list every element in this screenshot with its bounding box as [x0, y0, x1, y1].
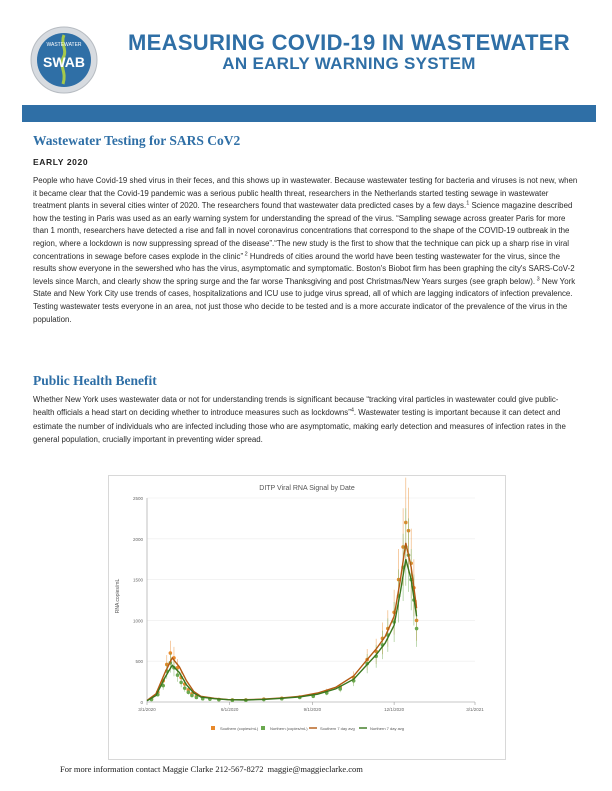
- legend-swatch: [261, 726, 265, 730]
- chart-svg: [109, 476, 505, 759]
- para-text: Whether New York uses wastewater data or not for understanding trends is significant because “tracking viral particles in wastewater could give public-health officials a head start on deciding whether to introduce measures such as lockdowns”: [33, 395, 559, 418]
- rna-signal-chart: [108, 475, 506, 760]
- footnote-ref: 4: [350, 407, 354, 414]
- x-tick-label: 12/1/2020: [384, 707, 405, 712]
- x-tick-label: 9/1/2020: [303, 707, 322, 712]
- x-tick-label: 3/1/2021: [466, 707, 484, 712]
- y-tick-label: 2000: [132, 536, 143, 542]
- footer-contact-text: For more information contact Maggie Clarke 212-567-8272: [60, 764, 264, 774]
- series-line: [147, 543, 417, 701]
- series-southern-7-day-avg: [147, 543, 417, 701]
- footnote-ref: 3: [535, 276, 540, 283]
- swab-logo: [30, 26, 98, 94]
- footer-contact: [60, 764, 363, 774]
- chart-title: DITP Viral RNA Signal by Date: [259, 485, 355, 492]
- para-text: New York State and New York City use trends of cases, hospitalizations and ICU use to judge virus spread, all of which are lagging indicators of infection prevalence. Testing wastewater tests everyone in an area, not just those who decide to be tested and is a more accurate indicator of the prevalence of the virus in the population.: [33, 276, 576, 324]
- para-text: Hundreds of cities around the world have been testing wastewater for the virus, since the results show everyone in the sewershed who has the virus, asymptomatic and symptomatic. Boston's Biobot firm has been graphing the city's SARS-CoV-2 levels since March, and clearly show the spring surge and the far worse Thanksgiving and post Christmas/New Years surges (see graph below).: [33, 251, 575, 286]
- legend-label: Northern 7 day avg: [370, 726, 405, 731]
- section-heading-testing: Wastewater Testing for SARS CoV2: [33, 133, 241, 148]
- logo-text: SWAB: [43, 54, 85, 70]
- data-point: [179, 681, 183, 685]
- series-northern-7-day-avg: [147, 559, 417, 701]
- x-tick-label: 6/1/2020: [220, 707, 239, 712]
- data-point: [176, 673, 180, 677]
- y-tick-label: 500: [135, 659, 143, 665]
- series-southern-copies-ml-: [150, 478, 419, 702]
- data-point: [190, 694, 194, 698]
- para-text: . Wastewater testing is important because it can detect and estimate the number of individuals who are infected including those who are asymptomatic, making early detection and measures of infection rates in the general population, crucially important in preventing wider spread.: [33, 408, 566, 445]
- data-point: [195, 696, 199, 700]
- y-tick-label: 1000: [132, 618, 143, 624]
- y-tick-label: 1500: [132, 577, 143, 583]
- y-tick-label: 2500: [132, 496, 143, 501]
- data-point: [187, 690, 191, 694]
- header-band: [22, 105, 596, 122]
- series-line: [147, 559, 417, 701]
- footer-email[interactable]: maggie@maggieclarke.com: [267, 764, 363, 774]
- footnote-ref: 1: [466, 200, 470, 207]
- data-point: [183, 686, 187, 690]
- logo-ring-text: WASTEWATER: [46, 42, 82, 48]
- x-tick-label: 3/1/2020: [138, 707, 156, 712]
- body-paragraph-testing: [33, 175, 578, 326]
- footnote-ref: 2: [243, 250, 248, 257]
- para-text: People who have Covid-19 shed virus in their feces, and this shows up in wastewater. Because wastewater testing for bacteria and viruses is not new, when it became clear that the Covid-19 pandemic was a serious public health threat, researchers in the Netherlands started testing sewage in wastewater treatment plants in several cities winter of 2020. The researchers found that wastewater data predicted cases by a few days.: [33, 176, 578, 211]
- body-paragraph-public-health: [33, 393, 578, 447]
- y-tick-label: 0: [140, 700, 143, 705]
- series-northern-copies-ml-: [150, 508, 419, 702]
- page-title: MEASURING COVID-19 IN WASTEWATER: [128, 30, 570, 55]
- section-date: EARLY 2020: [33, 157, 89, 167]
- page-subtitle: AN EARLY WARNING SYSTEM: [222, 54, 476, 73]
- section-heading-public-health: Public Health Benefit: [33, 373, 157, 388]
- legend-label: Southern (copies/mL): [220, 726, 259, 731]
- data-point: [415, 627, 419, 631]
- chart-y-label: RNA copies/mL: [115, 578, 121, 614]
- legend-swatch: [211, 726, 215, 730]
- para-text: Science magazine described how the testing in Paris was used as an early warning system for understanding the spread of the virus. “Sampling sewage across greater Paris for more than 1 month, researchers have detected a rise and fall in novel coronavirus concentrations that correspond to the shape of the COVID-19 outbreak in the region, where a lockdown is now suppressing spread of the disease”.“The new study is the first to show that the technique can pick up a sharp rise in viral concentrations in sewage before cases explode in the clinic”: [33, 201, 573, 261]
- legend-label: Northern (copies/mL): [270, 726, 308, 731]
- legend-label: Southern 7 day avg: [320, 726, 355, 731]
